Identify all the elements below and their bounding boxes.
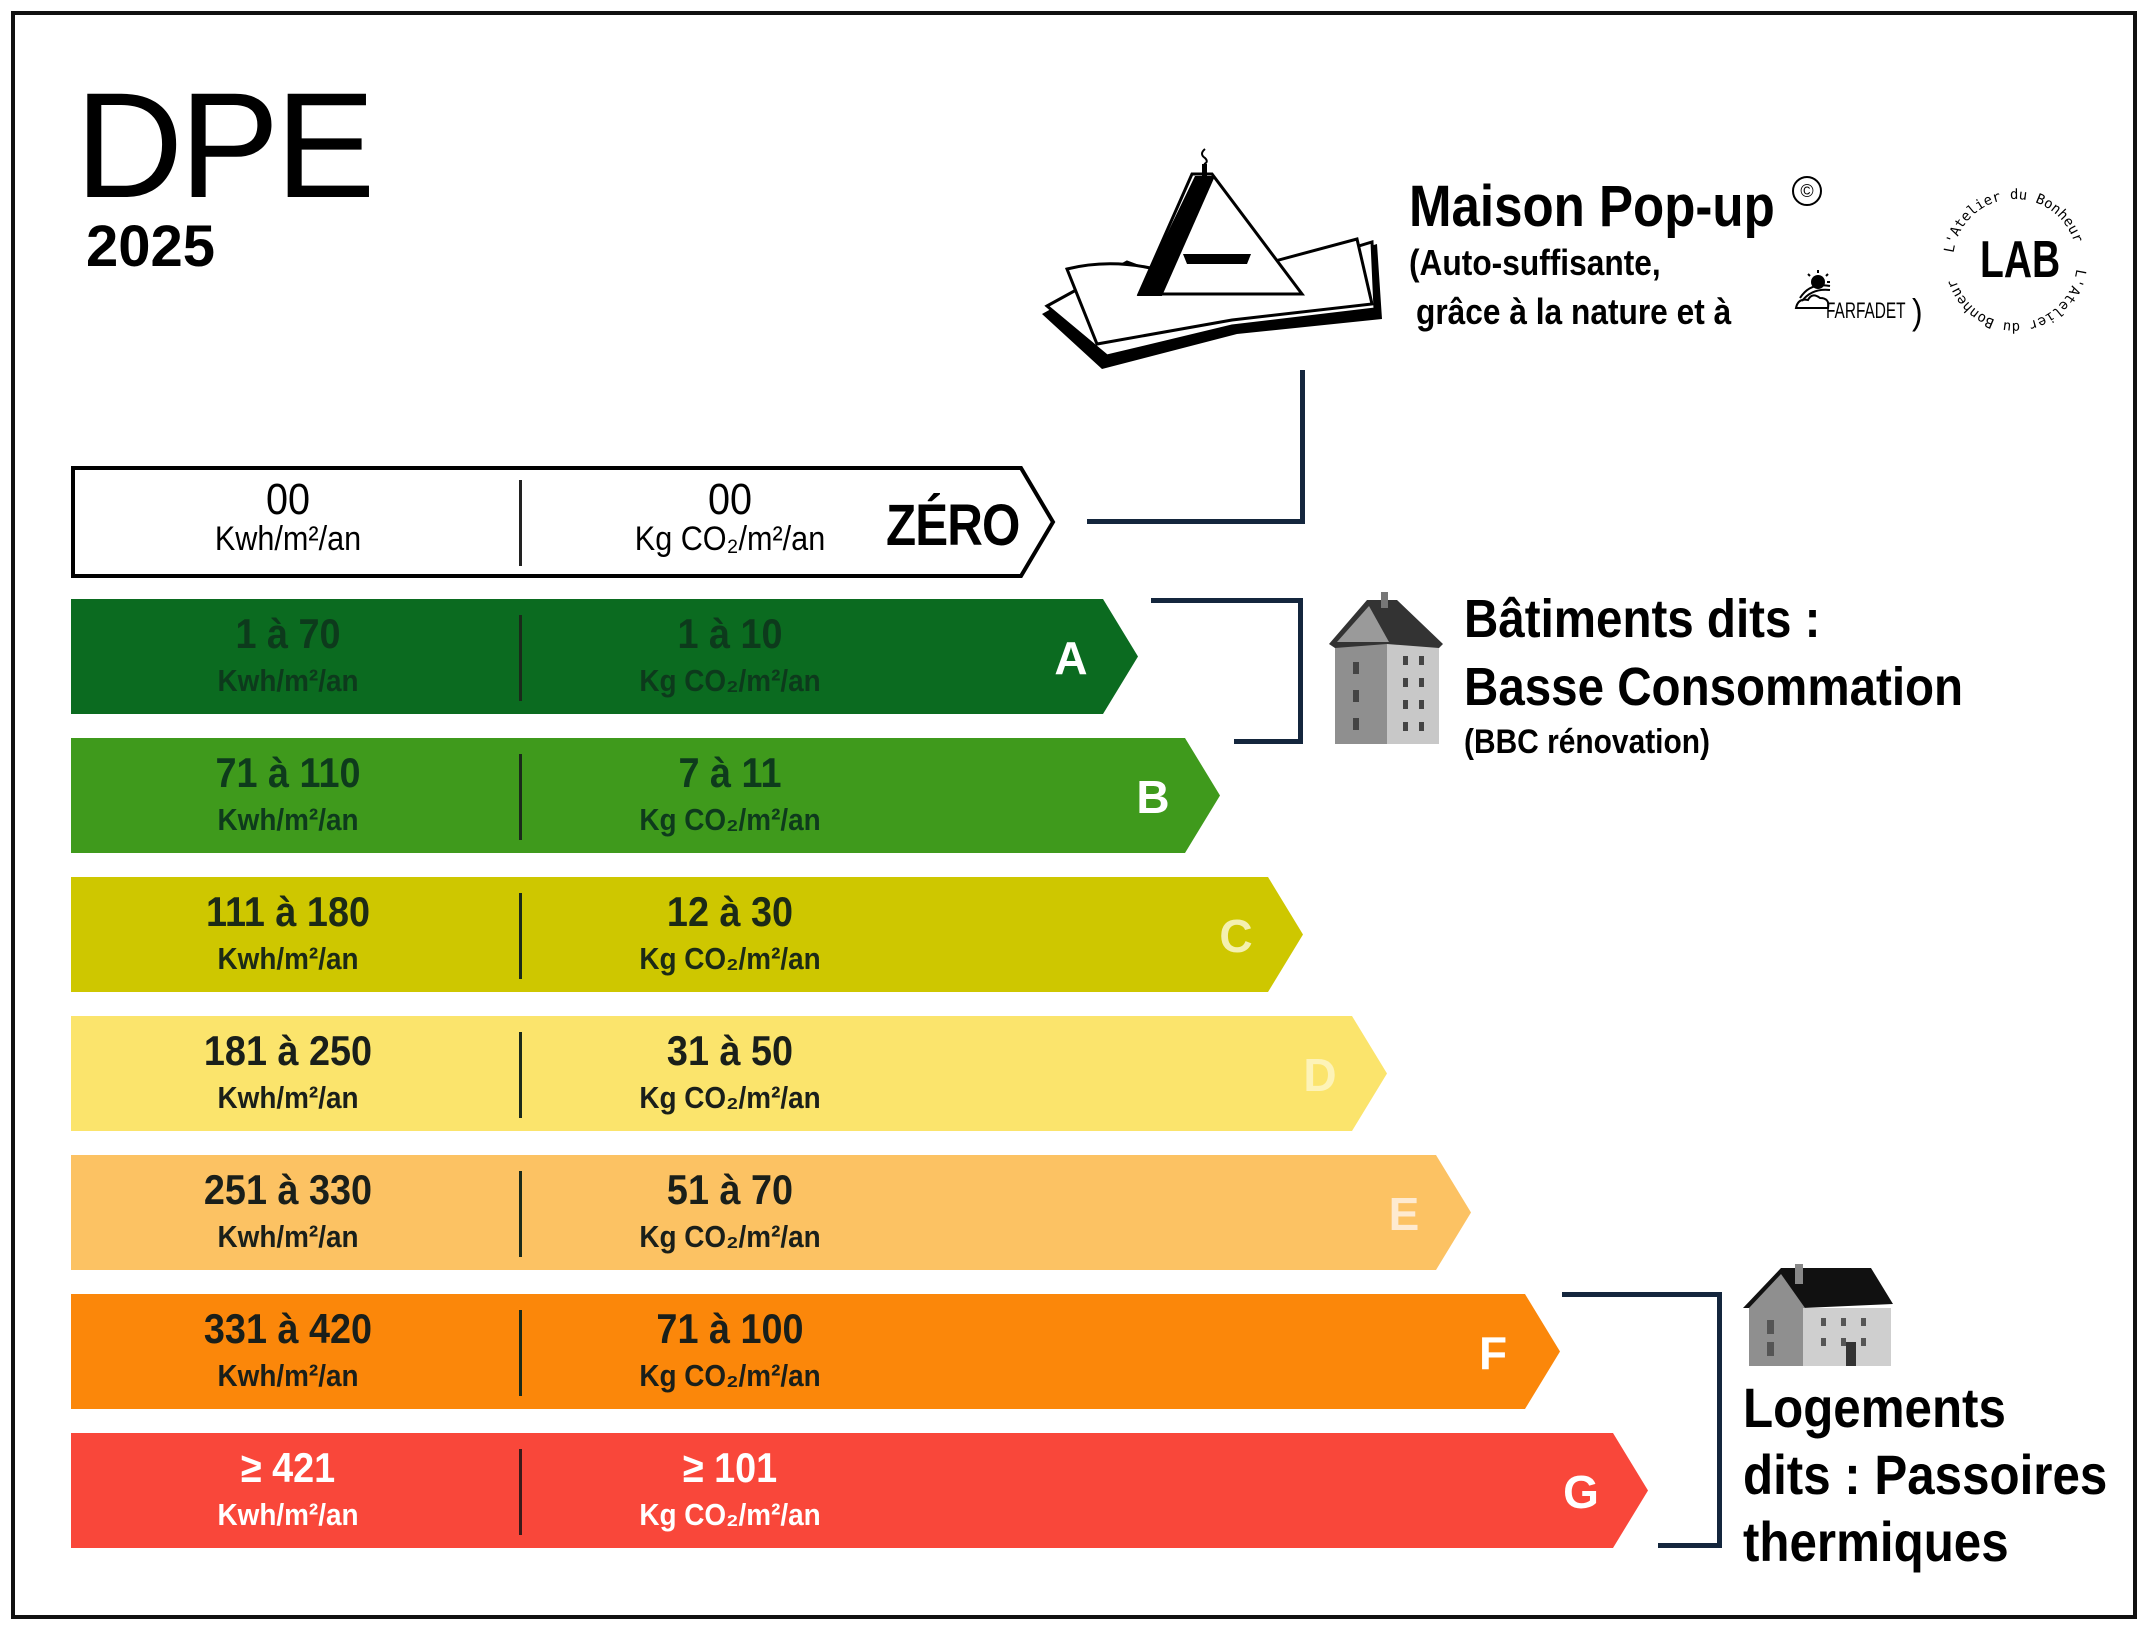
energy-cell	[153, 1027, 423, 1115]
sieve-heading-line-3: thermiques	[1743, 1510, 2009, 1573]
energy-unit: Kwh/m²/an	[217, 1219, 359, 1254]
energy-unit: Kwh/m²/an	[217, 1497, 359, 1532]
energy-unit: Kwh/m²/an	[217, 1080, 359, 1115]
copyright-icon: ©	[1792, 176, 1822, 206]
apartment-building-icon	[1327, 592, 1445, 747]
farfadet-logo	[1790, 268, 1908, 328]
co2-cell	[595, 610, 865, 698]
lab-ring-text-repeat: L'Atelier du Bonheur	[1944, 268, 2089, 336]
energy-class-bar-f	[71, 1294, 1560, 1409]
column-divider	[519, 1032, 522, 1118]
page-year: 2025	[86, 214, 216, 279]
energy-range: 111 à 180	[206, 888, 370, 935]
bbc-note: (BBC rénovation)	[1464, 723, 1711, 761]
co2-cell	[595, 1027, 865, 1115]
brand-tagline-1: (Auto-suffisante,	[1409, 242, 1661, 283]
class-letter: F	[1478, 1327, 1508, 1379]
energy-cell	[153, 1305, 423, 1393]
zero-connector-horizontal	[1087, 519, 1305, 524]
class-letter: D	[1303, 1049, 1337, 1101]
lab-logo-text: LAB	[1980, 231, 2061, 289]
column-divider	[519, 754, 522, 840]
co2-range: 1 à 10	[677, 610, 783, 657]
zero-co2-cell	[595, 475, 865, 558]
energy-class-bar-d	[71, 1016, 1387, 1131]
lab-ring-text: L'Atelier du Bonheur	[1941, 186, 2086, 254]
energy-range: 1 à 70	[235, 610, 341, 657]
class-letter: G	[1563, 1466, 1599, 1518]
bbc-bracket-top	[1151, 598, 1303, 603]
energy-unit: Kwh/m²/an	[217, 663, 359, 698]
house-icon	[1743, 1264, 1895, 1368]
sieve-heading-line-2: dits : Passoires	[1743, 1443, 2108, 1506]
sieve-heading-line-1: Logements	[1743, 1376, 2006, 1439]
energy-class-bar-e	[71, 1155, 1471, 1270]
co2-range: ≥ 101	[682, 1444, 778, 1491]
page-title: DPE	[75, 61, 372, 229]
co2-range: 51 à 70	[666, 1166, 794, 1213]
energy-class-bar-b	[71, 738, 1220, 853]
zero-class-row	[71, 466, 1055, 578]
brand-tagline-2: grâce à la nature et à	[1416, 291, 1732, 332]
co2-unit: Kg CO₂/m²/an	[639, 1358, 821, 1393]
co2-unit: Kg CO₂/m²/an	[639, 1219, 821, 1254]
sieve-bracket-side	[1717, 1292, 1722, 1548]
energy-range: 331 à 420	[203, 1305, 373, 1352]
zero-co2-value: 00	[707, 475, 753, 524]
zero-energy-unit: Kwh/m²/an	[214, 520, 362, 558]
energy-range: 181 à 250	[203, 1027, 373, 1074]
energy-class-bar-g	[71, 1433, 1648, 1548]
bbc-bracket-bottom	[1234, 739, 1303, 744]
bbc-heading-line-1: Bâtiments dits :	[1464, 589, 1821, 649]
co2-cell	[595, 1166, 865, 1254]
bbc-heading-line-2: Basse Consommation	[1464, 657, 1964, 717]
co2-unit: Kg CO₂/m²/an	[639, 663, 821, 698]
co2-range: 7 à 11	[678, 749, 782, 796]
class-letter: A	[1054, 632, 1088, 684]
energy-cell	[153, 749, 423, 837]
zero-class-label: ZÉRO	[886, 493, 1020, 558]
brand-name: Maison Pop-up	[1409, 174, 1775, 239]
energy-cell	[153, 1166, 423, 1254]
co2-unit: Kg CO₂/m²/an	[639, 1080, 821, 1115]
energy-unit: Kwh/m²/an	[217, 1358, 359, 1393]
column-divider	[519, 1171, 522, 1257]
zero-energy-cell	[153, 475, 423, 558]
farfadet-logo-text: FARFADET	[1826, 298, 1906, 323]
co2-range: 31 à 50	[666, 1027, 794, 1074]
energy-class-bar-a	[71, 599, 1138, 714]
energy-class-bar-c	[71, 877, 1303, 992]
class-letter: B	[1136, 771, 1170, 823]
column-divider	[519, 893, 522, 979]
class-letter: C	[1219, 910, 1253, 962]
class-letter: E	[1388, 1188, 1420, 1240]
column-divider	[519, 615, 522, 701]
column-divider	[519, 1449, 522, 1535]
co2-range: 12 à 30	[666, 888, 794, 935]
zero-co2-unit: Kg CO₂/m²/an	[634, 520, 826, 558]
sieve-bracket-top	[1562, 1292, 1722, 1297]
energy-cell	[153, 1444, 423, 1532]
co2-cell	[595, 1444, 865, 1532]
lab-logo	[1940, 186, 2090, 336]
co2-unit: Kg CO₂/m²/an	[639, 941, 821, 976]
zero-divider	[519, 480, 522, 566]
co2-unit: Kg CO₂/m²/an	[639, 802, 821, 837]
zero-energy-value: 00	[265, 475, 311, 524]
closing-parenthesis: )	[1912, 291, 1923, 332]
co2-cell	[595, 888, 865, 976]
energy-cell	[153, 888, 423, 976]
energy-cell	[153, 610, 423, 698]
co2-cell	[595, 749, 865, 837]
energy-unit: Kwh/m²/an	[217, 802, 359, 837]
sieve-bracket-bottom	[1658, 1543, 1722, 1548]
energy-range: 251 à 330	[203, 1166, 373, 1213]
energy-unit: Kwh/m²/an	[217, 941, 359, 976]
co2-unit: Kg CO₂/m²/an	[639, 1497, 821, 1532]
book-house-icon	[1037, 144, 1387, 369]
column-divider	[519, 1310, 522, 1396]
zero-connector-vertical	[1300, 370, 1305, 524]
co2-cell	[595, 1305, 865, 1393]
energy-range: 71 à 110	[215, 749, 361, 796]
co2-range: 71 à 100	[656, 1305, 804, 1352]
energy-range: ≥ 421	[240, 1444, 336, 1491]
bbc-bracket-side	[1298, 598, 1303, 744]
